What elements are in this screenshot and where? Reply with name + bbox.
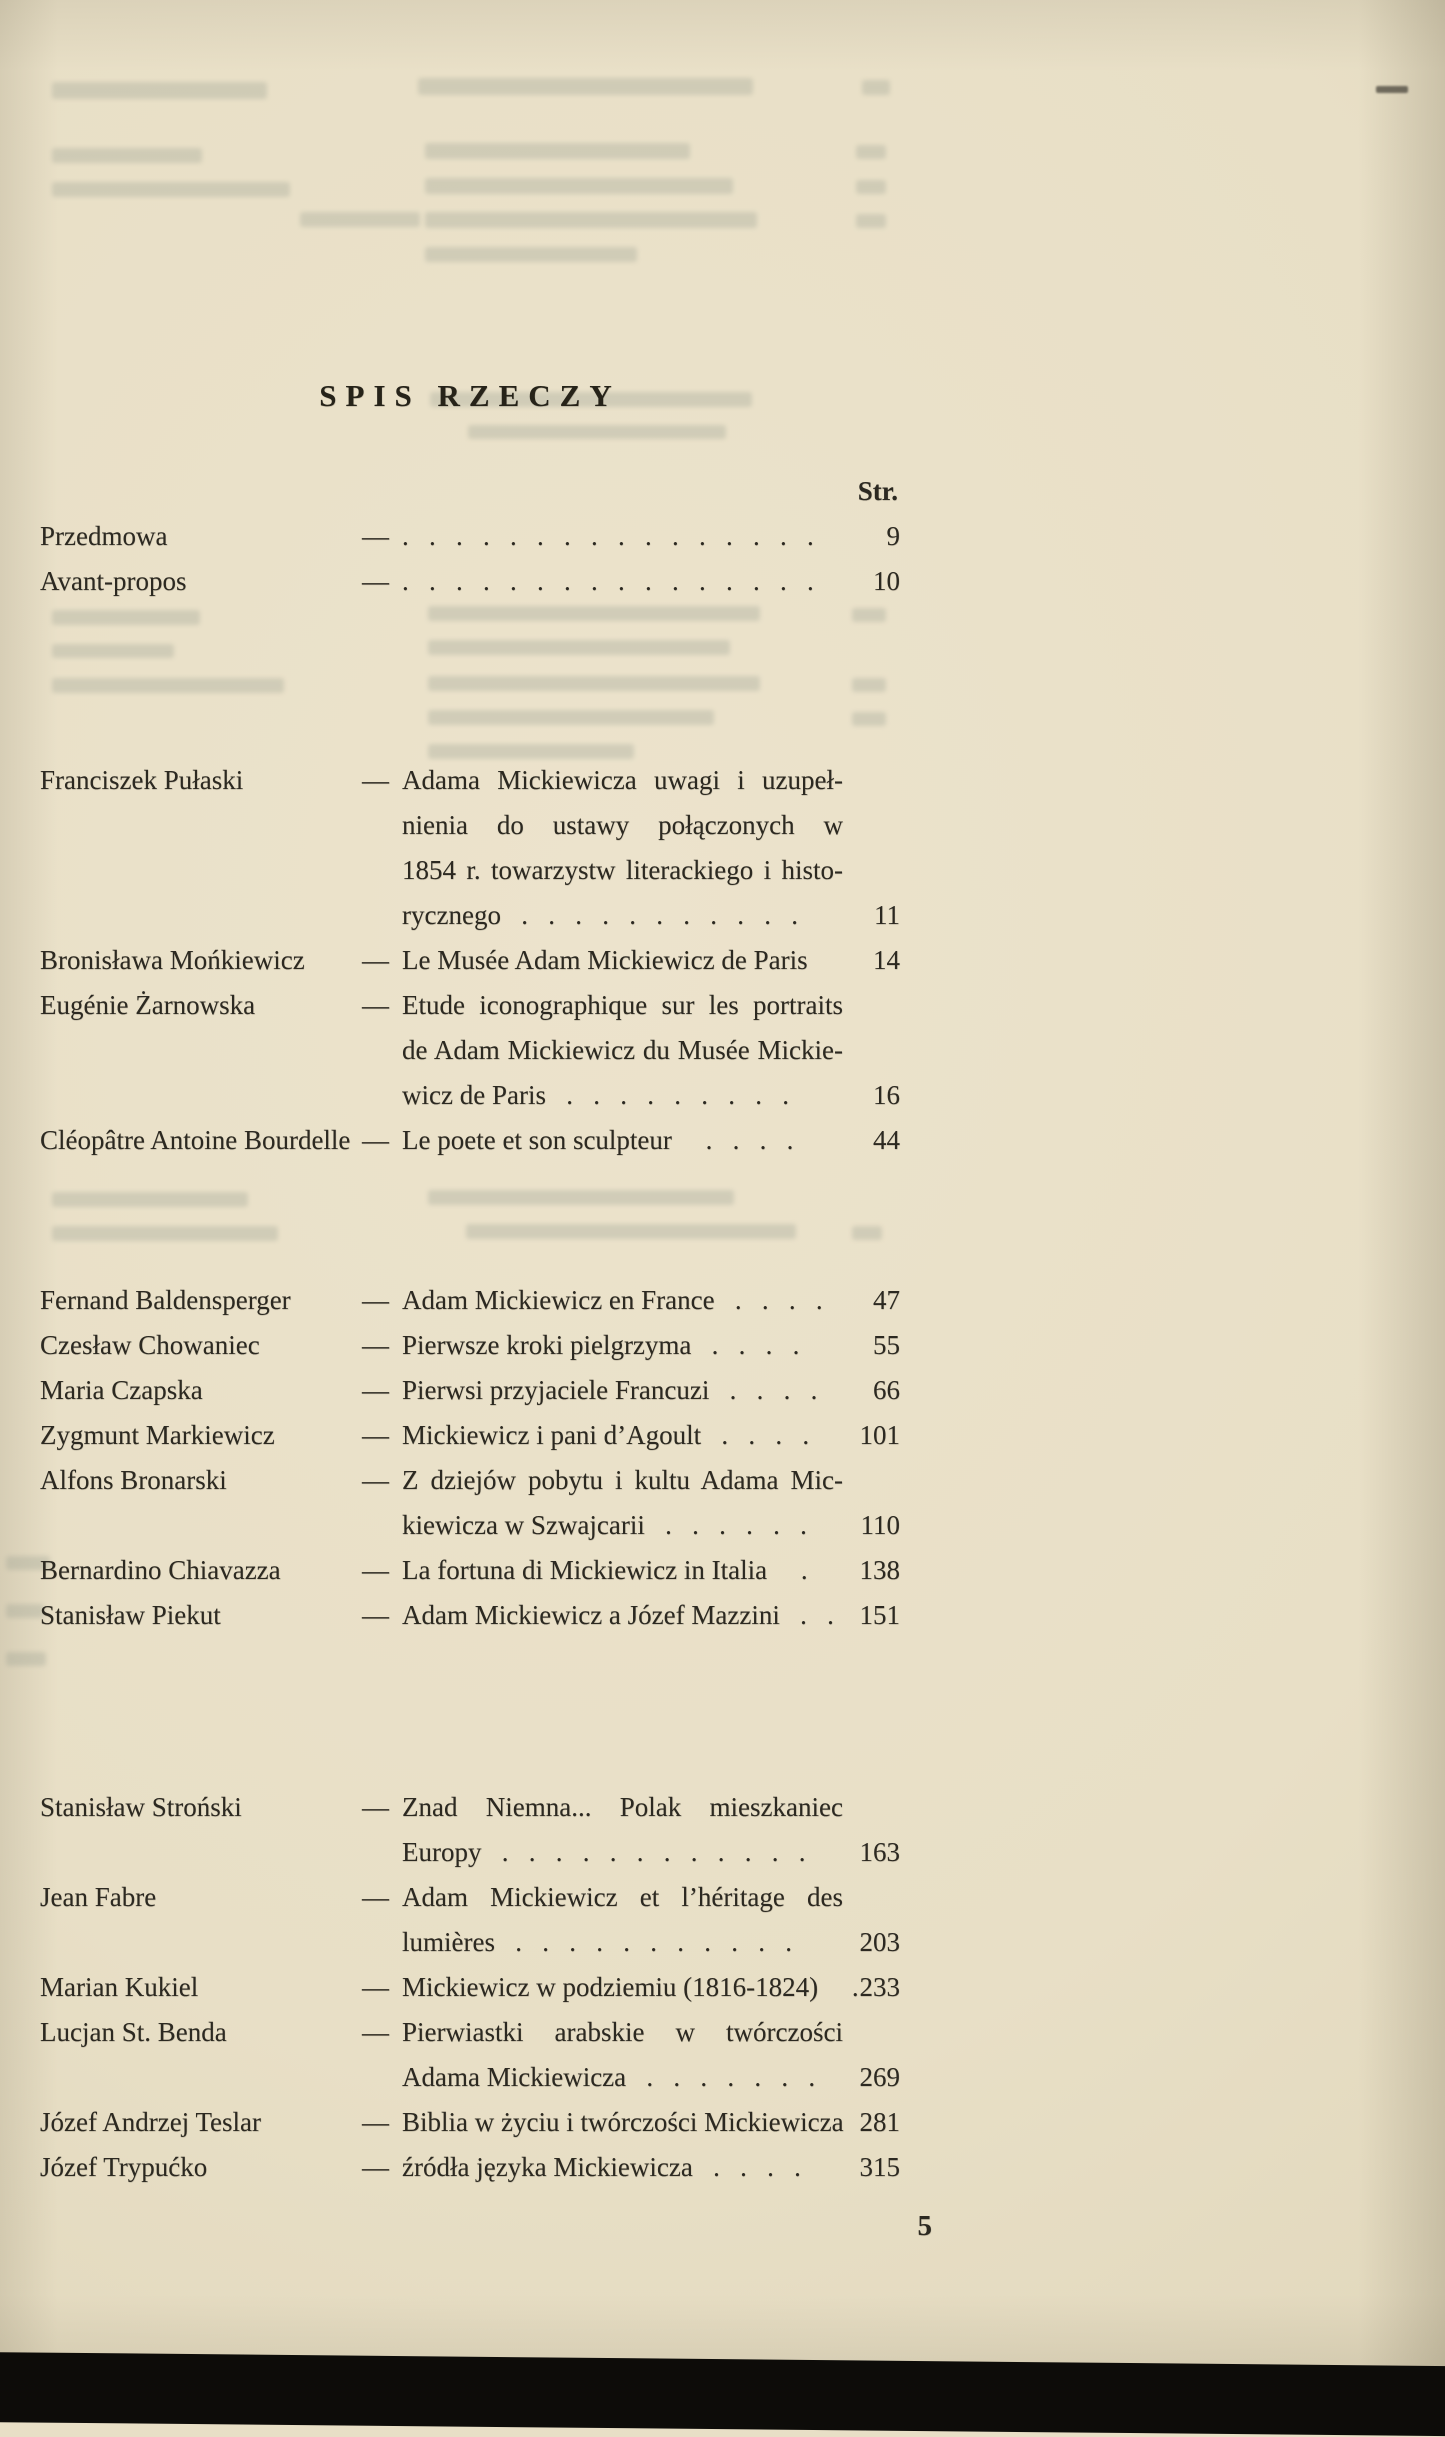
entry-line: Europy . . . . . . . . . . . . [402, 1837, 806, 1867]
entry-author: Józef Andrzej Teslar [40, 2107, 262, 2137]
entry-body [402, 1278, 843, 1323]
entry-dash: — [362, 566, 389, 596]
entry-author: Przedmowa [40, 521, 168, 551]
entry-line: Znad Niemna... Polak mieszkaniec [402, 1792, 843, 1822]
entry-dash: — [362, 1465, 389, 1495]
entry-author: Józef Trypućko [40, 2152, 208, 2182]
entry-page-number: 163 [859, 1837, 900, 1867]
bleed-through-smudge [425, 143, 690, 159]
entry-body [402, 2100, 843, 2145]
entry-line: . . . . . . . . . . . . . . . . [402, 566, 814, 596]
entry-line: La fortuna di Mickiewicz in Italia . [402, 1555, 808, 1585]
entry-line: wicz de Paris . . . . . . . . . [402, 1080, 789, 1110]
entry-dash: — [362, 1285, 389, 1315]
entry-author: Stanisław Stroński [40, 1792, 242, 1822]
entry-line: Adam Mickiewicz en France . . . . [402, 1285, 823, 1315]
entry-line: Adam Mickiewicz a Józef Mazzini . . [402, 1600, 834, 1630]
toc-entry [40, 1368, 900, 1413]
bleed-through-smudge [856, 180, 886, 194]
entry-dash: — [362, 521, 389, 551]
entry-page-number: 55 [873, 1330, 900, 1360]
entry-body [402, 983, 843, 1118]
page-title: SPIS RZECZY [319, 378, 621, 413]
entry-line: Z dziejów pobytu i kultu Adama Mic- [402, 1465, 843, 1495]
entry-page-number: 151 [859, 1600, 900, 1630]
entry-author: Czesław Chowaniec [40, 1330, 260, 1360]
page-number: 5 [917, 2210, 932, 2242]
entry-dash: — [362, 990, 389, 1020]
toc-entry [40, 1458, 900, 1548]
entry-author: Jean Fabre [40, 1882, 157, 1912]
entry-dash: — [362, 2107, 389, 2137]
entry-line: Etude iconographique sur les portraits [402, 990, 843, 1020]
bleed-through-smudge [52, 182, 290, 197]
entry-page-number: 66 [873, 1375, 900, 1405]
entry-line: Adama Mickiewicza uwagi i uzupeł- [402, 765, 843, 795]
bleed-through-smudge [52, 148, 202, 163]
entry-body [402, 1458, 843, 1548]
bleed-through-smudge [425, 247, 637, 262]
entry-author: Lucjan St. Benda [40, 2017, 227, 2047]
entry-page-number: 10 [873, 566, 900, 596]
entry-dash: — [362, 1972, 389, 2002]
toc-entry [40, 758, 900, 938]
toc-entry [40, 938, 900, 983]
bleed-through-smudge [300, 212, 420, 227]
entry-line: lumières . . . . . . . . . . . [402, 1927, 792, 1957]
entry-body [402, 1368, 843, 1413]
entry-body [402, 758, 843, 938]
entry-line: kiewicza w Szwajcarii . . . . . . [402, 1510, 807, 1540]
entry-body [402, 1323, 843, 1368]
entry-body [402, 1118, 843, 1163]
entry-page-number: 101 [859, 1420, 900, 1450]
entry-author: Bernardino Chiavazza [40, 1555, 281, 1585]
entry-body [402, 514, 843, 559]
entry-page-number: 47 [873, 1285, 900, 1315]
scan-bottom-edge [0, 2352, 1445, 2437]
toc-entry [40, 1278, 900, 1323]
entry-dash: — [362, 1792, 389, 1822]
toc-entry [40, 2010, 900, 2100]
entry-line: rycznego . . . . . . . . . . . [402, 900, 798, 930]
entry-body [402, 1413, 843, 1458]
entry-page-number: 233 [859, 1972, 900, 2002]
toc-entry [40, 1875, 900, 1965]
toc-entry [40, 514, 900, 559]
entry-body [402, 1785, 843, 1875]
entry-line: Adama Mickiewicza . . . . . . . [402, 2062, 816, 2092]
toc-section [40, 514, 900, 604]
bleed-through-smudge [856, 145, 886, 159]
entry-dash: — [362, 1375, 389, 1405]
entry-line: nienia do ustawy połączonych w [402, 810, 843, 840]
bleed-through-smudge [52, 82, 267, 99]
page-column-header: Str. [857, 476, 898, 506]
entry-body [402, 1875, 843, 1965]
entry-line: Pierwsze kroki pielgrzyma . . . . [402, 1330, 800, 1360]
entry-page-number: 110 [860, 1510, 900, 1540]
bleed-through-smudge [418, 78, 753, 95]
entry-author: Avant-propos [40, 566, 187, 596]
bleed-through-smudge [856, 214, 886, 228]
bleed-through-smudge [425, 178, 733, 194]
entry-page-number: 203 [859, 1927, 900, 1957]
entry-body [402, 1965, 859, 2010]
entry-author: Maria Czapska [40, 1375, 203, 1405]
entry-line: Pierwiastki arabskie w twórczości [402, 2017, 843, 2047]
entry-line: Le poete et son sculpteur . . . . [402, 1125, 794, 1155]
entry-body [402, 938, 843, 983]
entry-line: Mickiewicz w podziemiu (1816-1824) . [402, 1972, 859, 2002]
toc-entry [40, 2145, 900, 2190]
entry-dash: — [362, 945, 389, 975]
entry-line: Biblia w życiu i twórczości Mickiewicza [402, 2107, 844, 2137]
toc-entry [40, 1323, 900, 1368]
toc-section [40, 758, 900, 1163]
entry-dash: — [362, 2152, 389, 2182]
entry-line: źródła języka Mickiewicza . . . . [402, 2152, 801, 2182]
entry-body [402, 1593, 843, 1638]
entry-page-number: 9 [886, 521, 900, 551]
entry-author: Zygmunt Markiewicz [40, 1420, 275, 1450]
entry-body [402, 2010, 843, 2100]
entry-author: Eugénie Żarnowska [40, 990, 256, 1020]
entry-page-number: 44 [873, 1125, 900, 1155]
entry-line: 1854 r. towarzystw literackiego i histo- [402, 855, 843, 885]
entry-dash: — [362, 1882, 389, 1912]
entry-dash: — [362, 2017, 389, 2047]
toc-entry [40, 1413, 900, 1458]
entry-dash: — [362, 1420, 389, 1450]
entry-author: Marian Kukiel [40, 1972, 199, 2002]
toc-section [40, 1785, 900, 2190]
toc-entry [40, 1593, 900, 1638]
ink-corner-mark [1376, 86, 1408, 93]
toc-entry [40, 2100, 900, 2145]
entry-body [402, 2145, 843, 2190]
entry-page-number: 269 [859, 2062, 900, 2092]
bleed-through-smudge [6, 1604, 44, 1618]
entry-line: de Adam Mickiewicz du Musée Mickie- [402, 1035, 843, 1065]
entry-author: Cléopâtre Antoine Bourdelle [40, 1125, 351, 1155]
entry-author: Stanisław Piekut [40, 1600, 221, 1630]
entry-line: . . . . . . . . . . . . . . . . [402, 521, 814, 551]
entry-author: Franciszek Pułaski [40, 765, 244, 795]
entry-page-number: 16 [873, 1080, 900, 1110]
entry-line: Le Musée Adam Mickiewicz de Paris [402, 945, 808, 975]
entry-page-number: 281 [859, 2107, 900, 2137]
entry-body [402, 1548, 843, 1593]
entry-dash: — [362, 1555, 389, 1585]
entry-author: Alfons Bronarski [40, 1465, 227, 1495]
entry-body [402, 559, 843, 604]
toc-entry [40, 1785, 900, 1875]
toc-entry [40, 1548, 900, 1593]
entry-page-number: 138 [859, 1555, 900, 1585]
toc-entry [40, 1965, 900, 2010]
toc-entry [40, 983, 900, 1118]
entry-author: Bronisława Mońkiewicz [40, 945, 305, 975]
toc-section [40, 1278, 900, 1638]
entry-dash: — [362, 1330, 389, 1360]
entry-dash: — [362, 765, 389, 795]
bleed-through-smudge [425, 212, 757, 228]
entry-line: Mickiewicz i pani d’Agoult . . . . [402, 1420, 810, 1450]
entry-dash: — [362, 1125, 389, 1155]
entry-page-number: 14 [873, 945, 900, 975]
entry-page-number: 315 [859, 2152, 900, 2182]
entry-author: Fernand Baldensperger [40, 1285, 291, 1315]
bleed-through-smudge [862, 80, 890, 95]
toc-entry [40, 559, 900, 604]
bleed-through-smudge [468, 425, 726, 439]
toc-entry [40, 1118, 900, 1163]
entry-page-number: 11 [874, 900, 900, 930]
entry-dash: — [362, 1600, 389, 1630]
entry-line: Adam Mickiewicz et l’héritage des [402, 1882, 843, 1912]
table-of-contents [40, 514, 900, 2190]
entry-line: Pierwsi przyjaciele Francuzi . . . . [402, 1375, 818, 1405]
